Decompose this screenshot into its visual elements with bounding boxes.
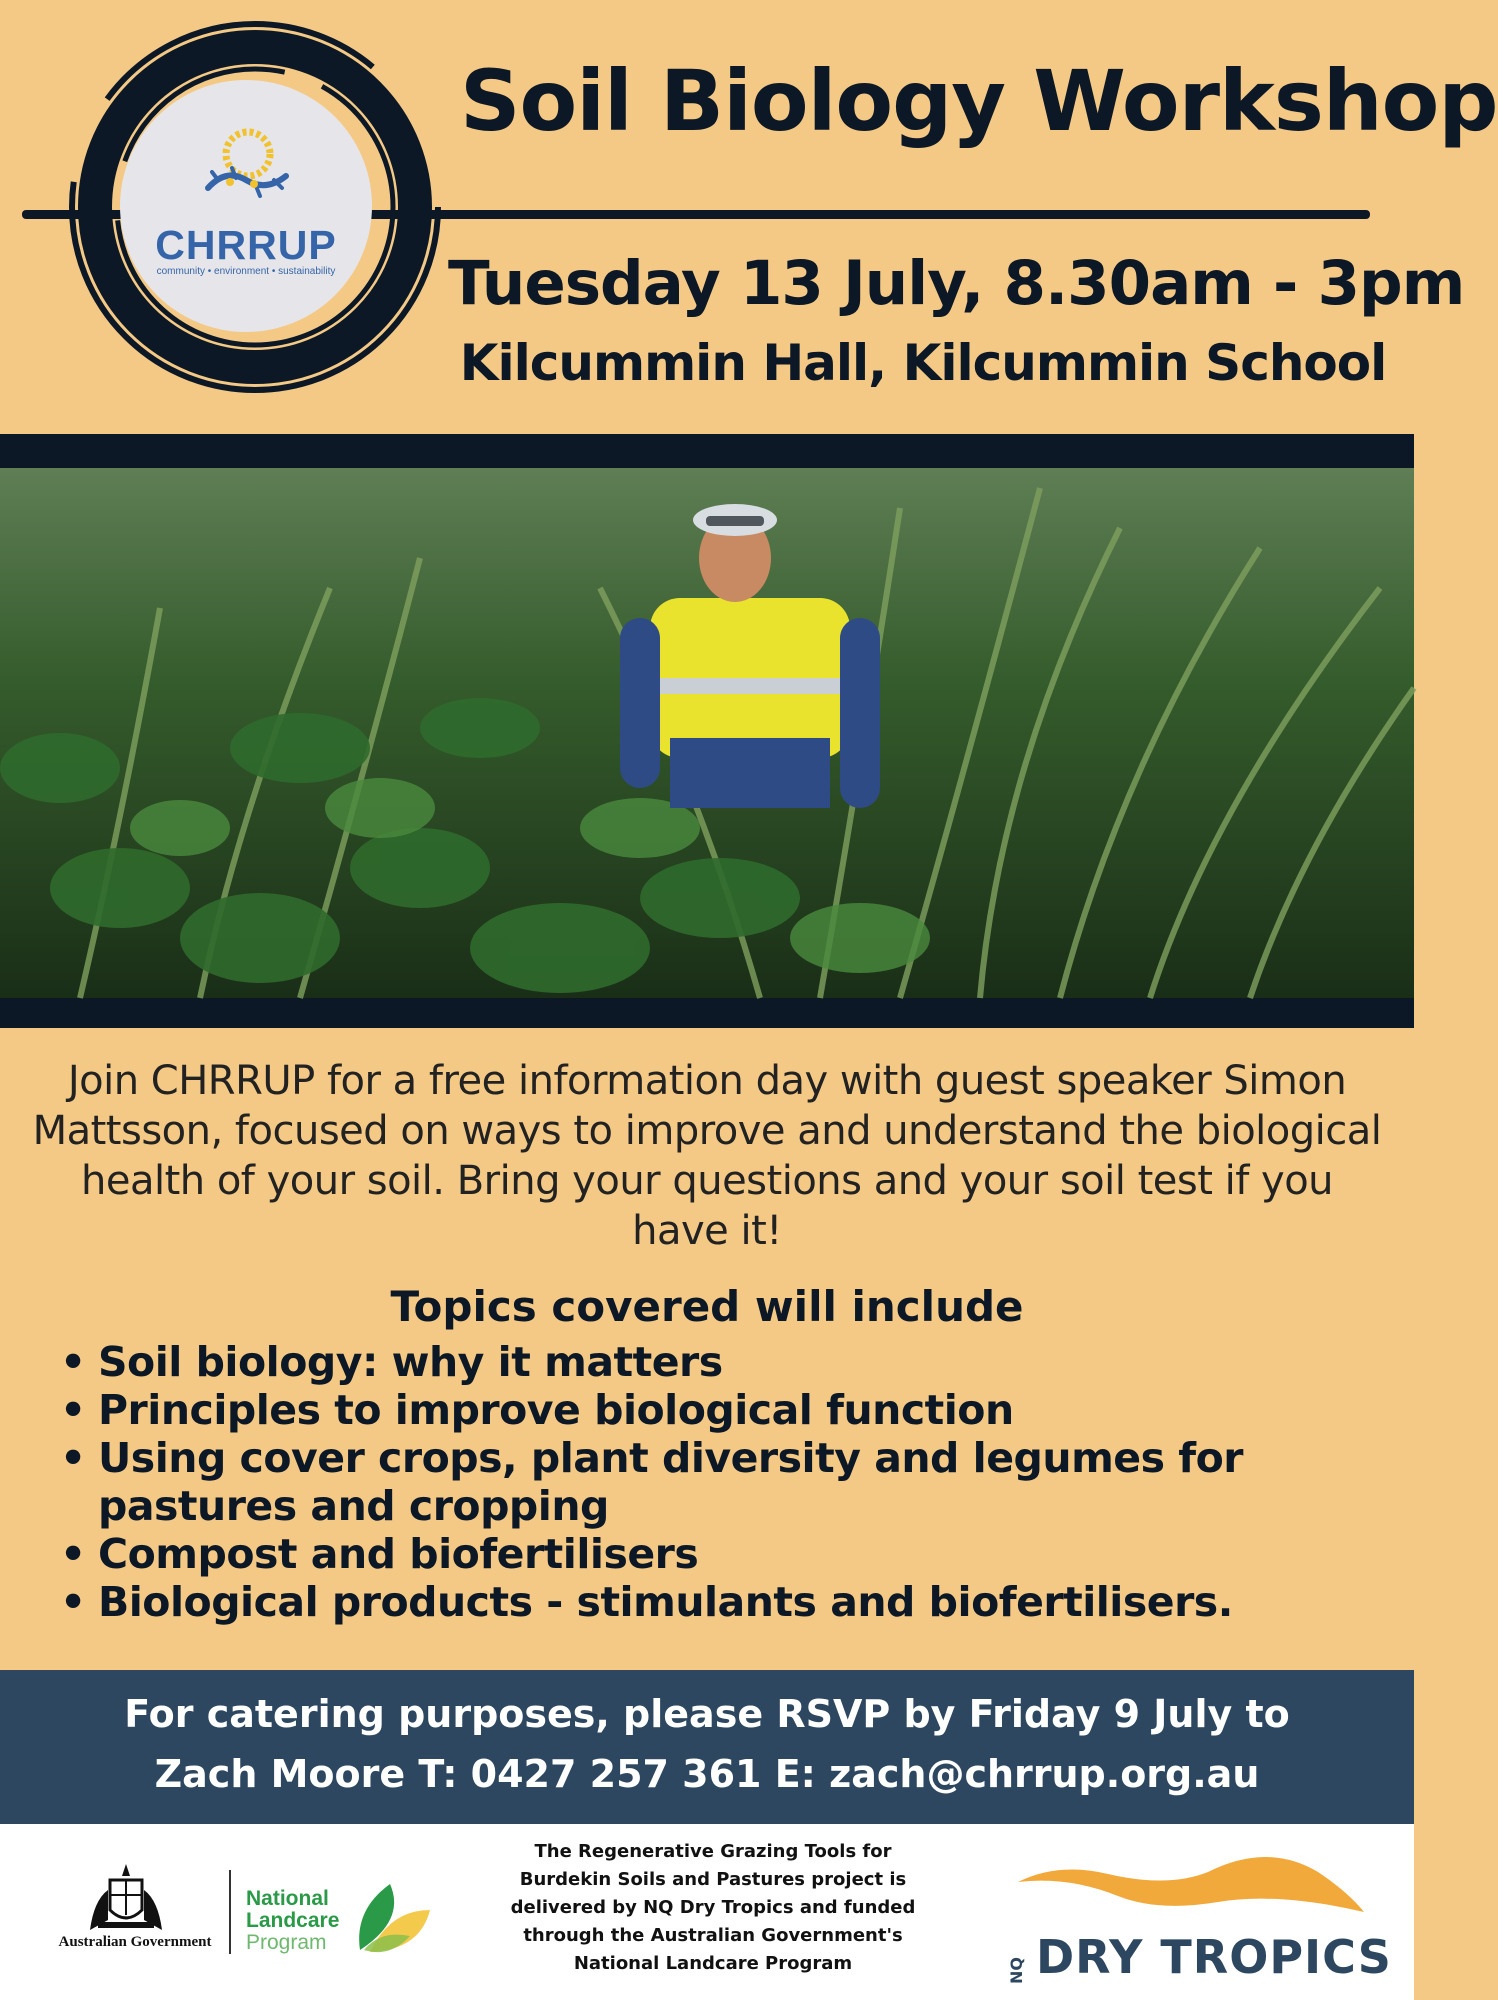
rsvp-contact: Zach Moore T: 0427 257 361 E: zach@chrrup.org.au [154,1752,1260,1796]
photo-of-farmer-in-crop-field [0,468,1414,998]
logo-wordmark: CHRRUP [155,222,337,268]
logo-tagline: community • environment • sustainability [156,266,336,277]
rsvp-band [0,1670,1414,1824]
event-venue: Kilcummin Hall, Kilcummin School [459,334,1387,392]
event-date-time: Tuesday 13 July, 8.30am - 3pm [448,248,1465,319]
page-title: Soil Biology Workshop [460,52,1498,150]
topics-heading: Topics covered will include [390,1282,1024,1331]
bullet-icon: • [60,1386,86,1434]
bullet-icon: • [60,1338,86,1386]
footer [0,1824,1414,2000]
topic-text: Principles to improve biological function [98,1386,1014,1434]
topic-text: Biological products - stimulants and biofertilisers. [98,1578,1233,1626]
bullet-icon: • [60,1578,86,1626]
dry-tropics-prefix: NQ [1007,1957,1026,1984]
bullet-icon: • [60,1530,86,1578]
dry-tropics-wordmark: DRY TROPICS [1036,1930,1392,1984]
nlp-word-3: Program [246,1931,327,1954]
intro-paragraph: Join CHRRUP for a free information day with guest speaker Simon Mattsson, focused on ways to improve and understand the biological health of your soil. Bring your questions and your soil test if you have it! [32,1058,1382,1254]
footer-separator [229,1870,231,1954]
dry-tropics-nq-mark [1007,1936,1032,1988]
topic-text: Using cover crops, plant diversity and legumes for pastures and cropping [98,1434,1244,1530]
bullet-icon: • [60,1434,86,1482]
landcare-leaf-icon [350,1880,434,1960]
rsvp-instruction: For catering purposes, please RSVP by Friday 9 July to [124,1692,1290,1736]
list-item [60,1434,1390,1530]
list-item [60,1530,1390,1578]
list-item [60,1338,1390,1386]
sun-lizard-icon [196,128,296,218]
topic-text: Compost and biofertilisers [98,1530,699,1578]
nlp-word-1: National [246,1887,329,1910]
header [0,0,1498,430]
nlp-word-2: Landcare [246,1909,340,1932]
dry-tropics-sun-icon [1018,1852,1364,1932]
list-item [60,1386,1390,1434]
funding-note: The Regenerative Grazing Tools for Burdekin Soils and Pastures project is delivered by NQ Dry Tropics and funded through the Australian Government's National Landcare Program [510,1841,916,1974]
topics-list [60,1338,1390,1626]
australian-government-label: Australian Government [58,1934,212,1950]
topic-text: Soil biology: why it matters [98,1338,723,1386]
list-item [60,1578,1390,1626]
photo-band [0,434,1414,1028]
